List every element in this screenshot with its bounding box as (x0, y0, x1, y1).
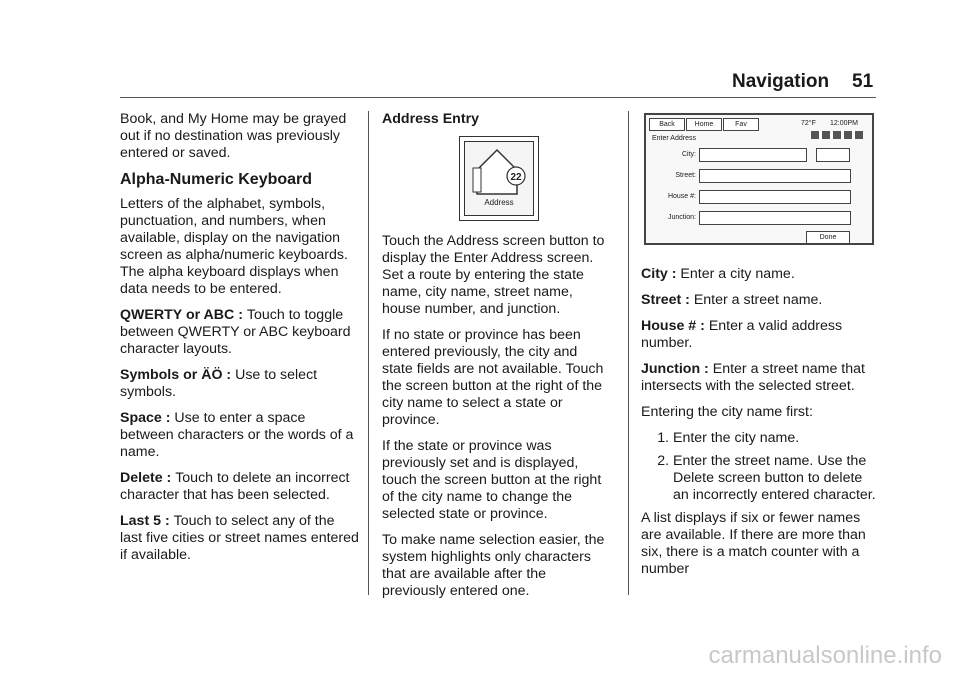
step-note: A list displays if six or fewer names are available. If there are more than six, there is a match counter with a number (641, 510, 866, 577)
def-term: Delete : (120, 470, 176, 486)
keyboard-para: Letters of the alphabet, symbols, punctuation, and numbers, when available, display on the navigation screen as alpha/numeric keyboards. The alpha keyboard displays when data needs to be entered. (120, 196, 348, 297)
def-term: Space : (120, 410, 175, 426)
def-text: Enter a city name. (680, 266, 795, 282)
junction-field[interactable] (699, 211, 851, 225)
house-icon (465, 142, 535, 202)
def-text: Touch to delete an incorrect character that has been selected. (120, 470, 350, 503)
temperature: 72°F (801, 120, 816, 127)
column-divider (628, 111, 629, 595)
def-term: Junction : (641, 361, 713, 377)
def-term: QWERTY or ABC : (120, 307, 247, 323)
page-number: 51 (852, 71, 874, 92)
home-button[interactable]: Home (686, 118, 722, 131)
fav-button[interactable]: Fav (723, 118, 759, 131)
status-icons (811, 131, 863, 139)
def-item (641, 318, 877, 352)
def-item (120, 513, 360, 564)
step-item: 1. Enter the city name. (673, 430, 877, 447)
column-middle (382, 111, 610, 609)
def-text: Use to select symbols. (120, 367, 318, 400)
def-text: Enter a street name that intersects with the selected street. (641, 361, 865, 394)
def-term: Symbols or ÄÖ : (120, 367, 236, 383)
back-button[interactable]: Back (649, 118, 685, 131)
def-term: Street : (641, 292, 694, 308)
def-text: Touch to select any of the last five cities or street names entered if available. (120, 513, 359, 563)
def-term: Last 5 : (120, 513, 174, 529)
address-para: Touch the Address screen button to display the Enter Address screen. Set a route by entering the state name, city name, street name, house number, and junction. (382, 233, 605, 317)
header-divider (120, 97, 876, 98)
watermark: carmanualsonline.info (708, 642, 942, 669)
def-text: Use to enter a space between characters or the words of a name. (120, 410, 354, 460)
def-item (120, 410, 360, 461)
house-label: House #: (667, 193, 696, 200)
junction-label: Junction: (667, 214, 696, 221)
section-title: Navigation (732, 71, 830, 92)
house-number: 22 (510, 172, 522, 183)
lead-text: Entering the city name first: (641, 404, 813, 420)
def-term: City : (641, 266, 681, 282)
def-text: Enter a valid address number. (641, 318, 843, 351)
clock: 12:00PM (830, 120, 859, 127)
def-item (120, 470, 360, 504)
def-text: Enter a street name. (693, 292, 823, 308)
enter-address-screen (644, 113, 874, 245)
column-left (120, 111, 360, 573)
address-para: To make name selection easier, the system highlights only characters that are available after the previously entered one. (382, 532, 605, 599)
def-item (120, 307, 360, 358)
address-icon-label: Address (484, 198, 514, 207)
step-item: 2. Enter the street name. Use the Delete screen button to delete an incorrectly entered character. (673, 453, 877, 504)
street-field[interactable] (699, 169, 851, 183)
screen-title: Enter Address (652, 135, 696, 142)
address-icon-frame (464, 141, 534, 216)
step-list (641, 430, 877, 504)
address-heading: Address Entry (382, 111, 479, 127)
def-item (641, 361, 877, 395)
city-field[interactable] (699, 148, 807, 162)
address-para: If the state or province was previously set and is displayed, touch the screen button at the right of the city name to change the selected state or province. (382, 438, 602, 522)
done-button[interactable]: Done (806, 231, 850, 244)
street-label: Street: (675, 172, 696, 179)
keyboard-heading: Alpha-Numeric Keyboard (120, 171, 313, 188)
def-item (120, 367, 360, 401)
def-term: House # : (641, 318, 709, 334)
column-divider (368, 111, 369, 595)
intro-text: Book, and My Home may be grayed out if no destination was previously entered or saved. (120, 111, 347, 161)
def-item (641, 266, 877, 283)
house-field[interactable] (699, 190, 851, 204)
def-text: Touch to toggle between QWERTY or ABC keyboard character layouts. (120, 307, 351, 357)
def-item (641, 292, 877, 309)
column-right (641, 266, 877, 587)
city-label: City: (682, 151, 696, 158)
address-button-icon (459, 136, 539, 221)
address-para: If no state or province has been entered previously, the city and state fields are not available. Touch the screen button at the right of the city name to select a state or province. (382, 327, 604, 428)
state-field[interactable] (816, 148, 850, 162)
